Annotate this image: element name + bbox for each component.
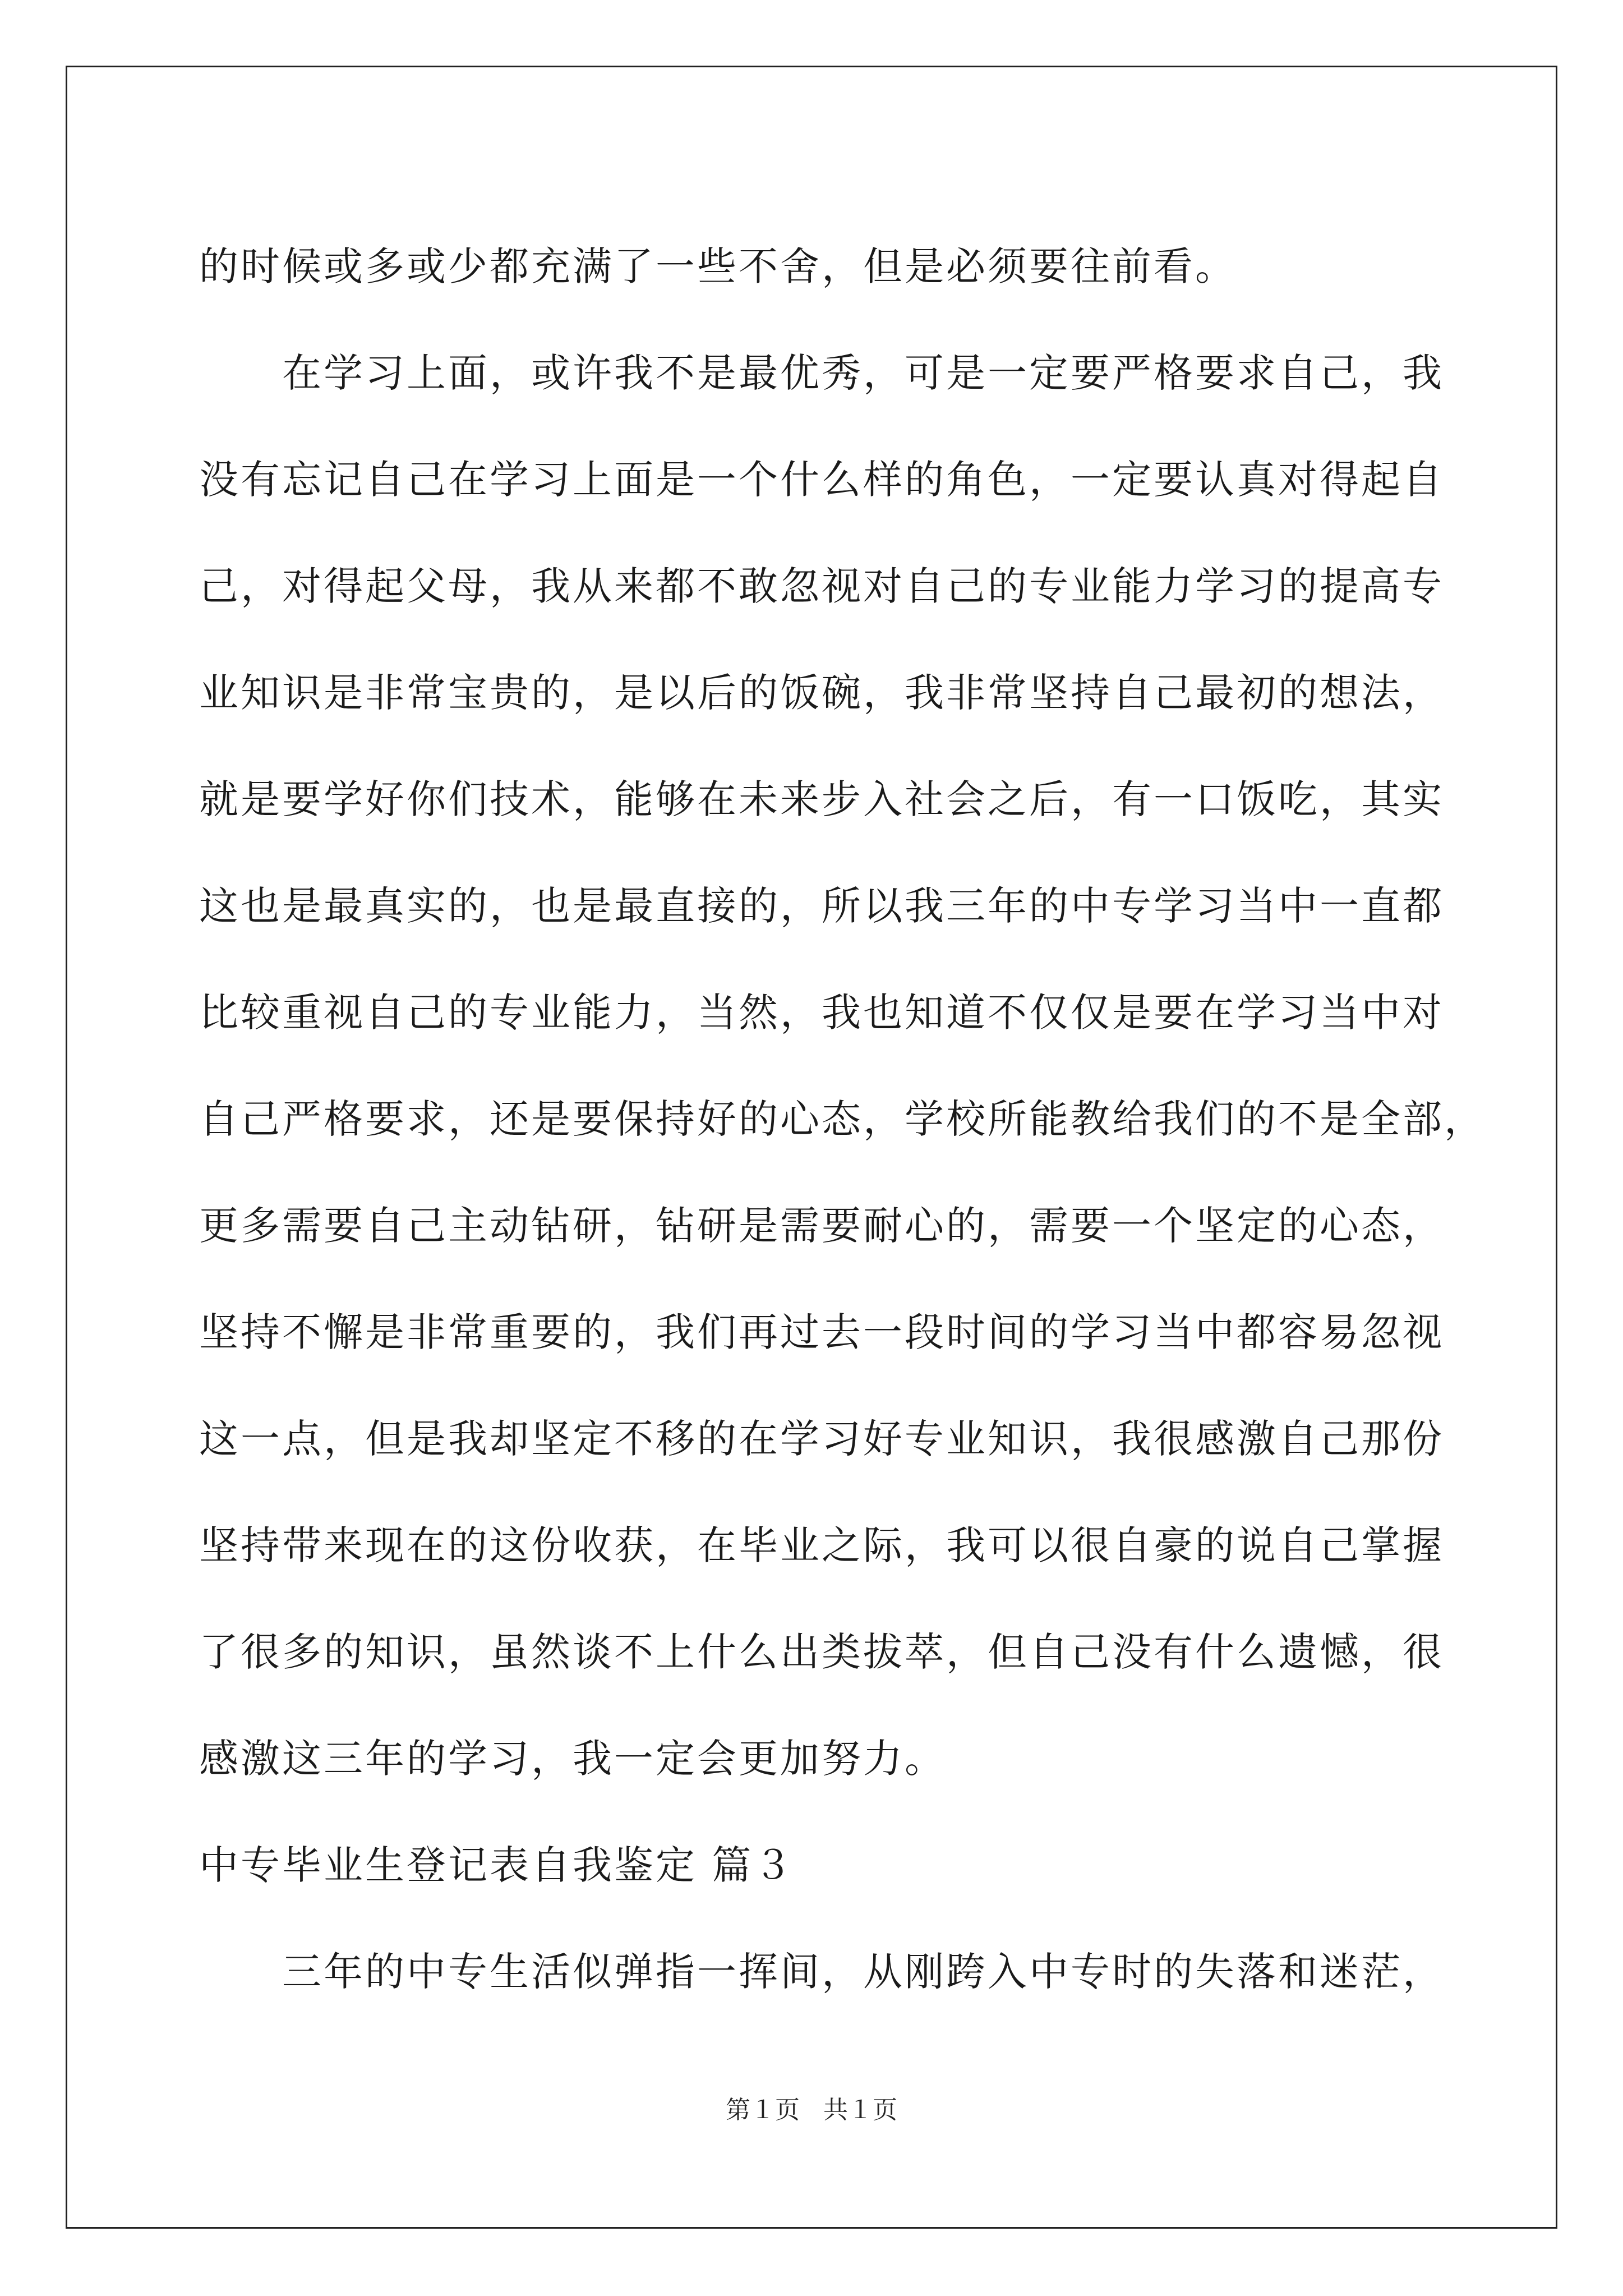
paragraph-line: 没有忘记自己在学习上面是一个什么样的角色，一定要认真对得起自 — [199, 457, 1444, 503]
paragraph-line: 在学习上面，或许我不是最优秀，可是一定要严格要求自己，我 — [282, 350, 1444, 396]
page-number-total: 共１页 — [823, 2096, 897, 2124]
paragraph-line: 的时候或多或少都充满了一些不舍，但是必须要往前看。 — [199, 243, 1237, 289]
paragraph-line: 坚持带来现在的这份收获，在毕业之际，我可以很自豪的说自己掌握 — [199, 1522, 1444, 1568]
paragraph-line: 了很多的知识，虽然谈不上什么出类拔萃，但自己没有什么遗憾，很 — [199, 1629, 1444, 1675]
document-body — [199, 213, 1486, 2025]
paragraph-line: 这也是最真实的，也是最直接的，所以我三年的中专学习当中一直都 — [199, 883, 1444, 929]
paragraph-line: 自己严格要求，还是要保持好的心态，学校所能教给我们的不是全部， — [199, 1096, 1486, 1142]
paragraph-line: 比较重视自己的专业能力，当然，我也知道不仅仅是要在学习当中对 — [199, 990, 1444, 1036]
page-footer — [0, 2090, 1623, 2125]
paragraph-line: 坚持不懈是非常重要的，我们再过去一段时间的学习当中都容易忽视 — [199, 1309, 1444, 1355]
page-number-current: 第１页 — [726, 2096, 800, 2124]
paragraph-line: 就是要学好你们技术，能够在未来步入社会之后，有一口饭吃，其实 — [199, 776, 1444, 822]
paragraph-line: 业知识是非常宝贵的，是以后的饭碗，我非常坚持自己最初的想法， — [199, 670, 1444, 716]
paragraph-line: 更多需要自己主动钻研，钻研是需要耐心的，需要一个坚定的心态， — [199, 1203, 1444, 1249]
paragraph-line: 己，对得起父母，我从来都不敢忽视对自己的专业能力学习的提高专 — [199, 563, 1444, 609]
paragraph-line: 感激这三年的学习，我一定会更加努力。 — [199, 1736, 946, 1782]
paragraph-line: 三年的中专生活似弹指一挥间，从刚跨入中专时的失落和迷茫， — [282, 1949, 1444, 1995]
paragraph-line: 这一点，但是我却坚定不移的在学习好专业知识，我很感激自己那份 — [199, 1416, 1444, 1462]
section-heading: 中专毕业生登记表自我鉴定 篇３ — [199, 1842, 795, 1888]
